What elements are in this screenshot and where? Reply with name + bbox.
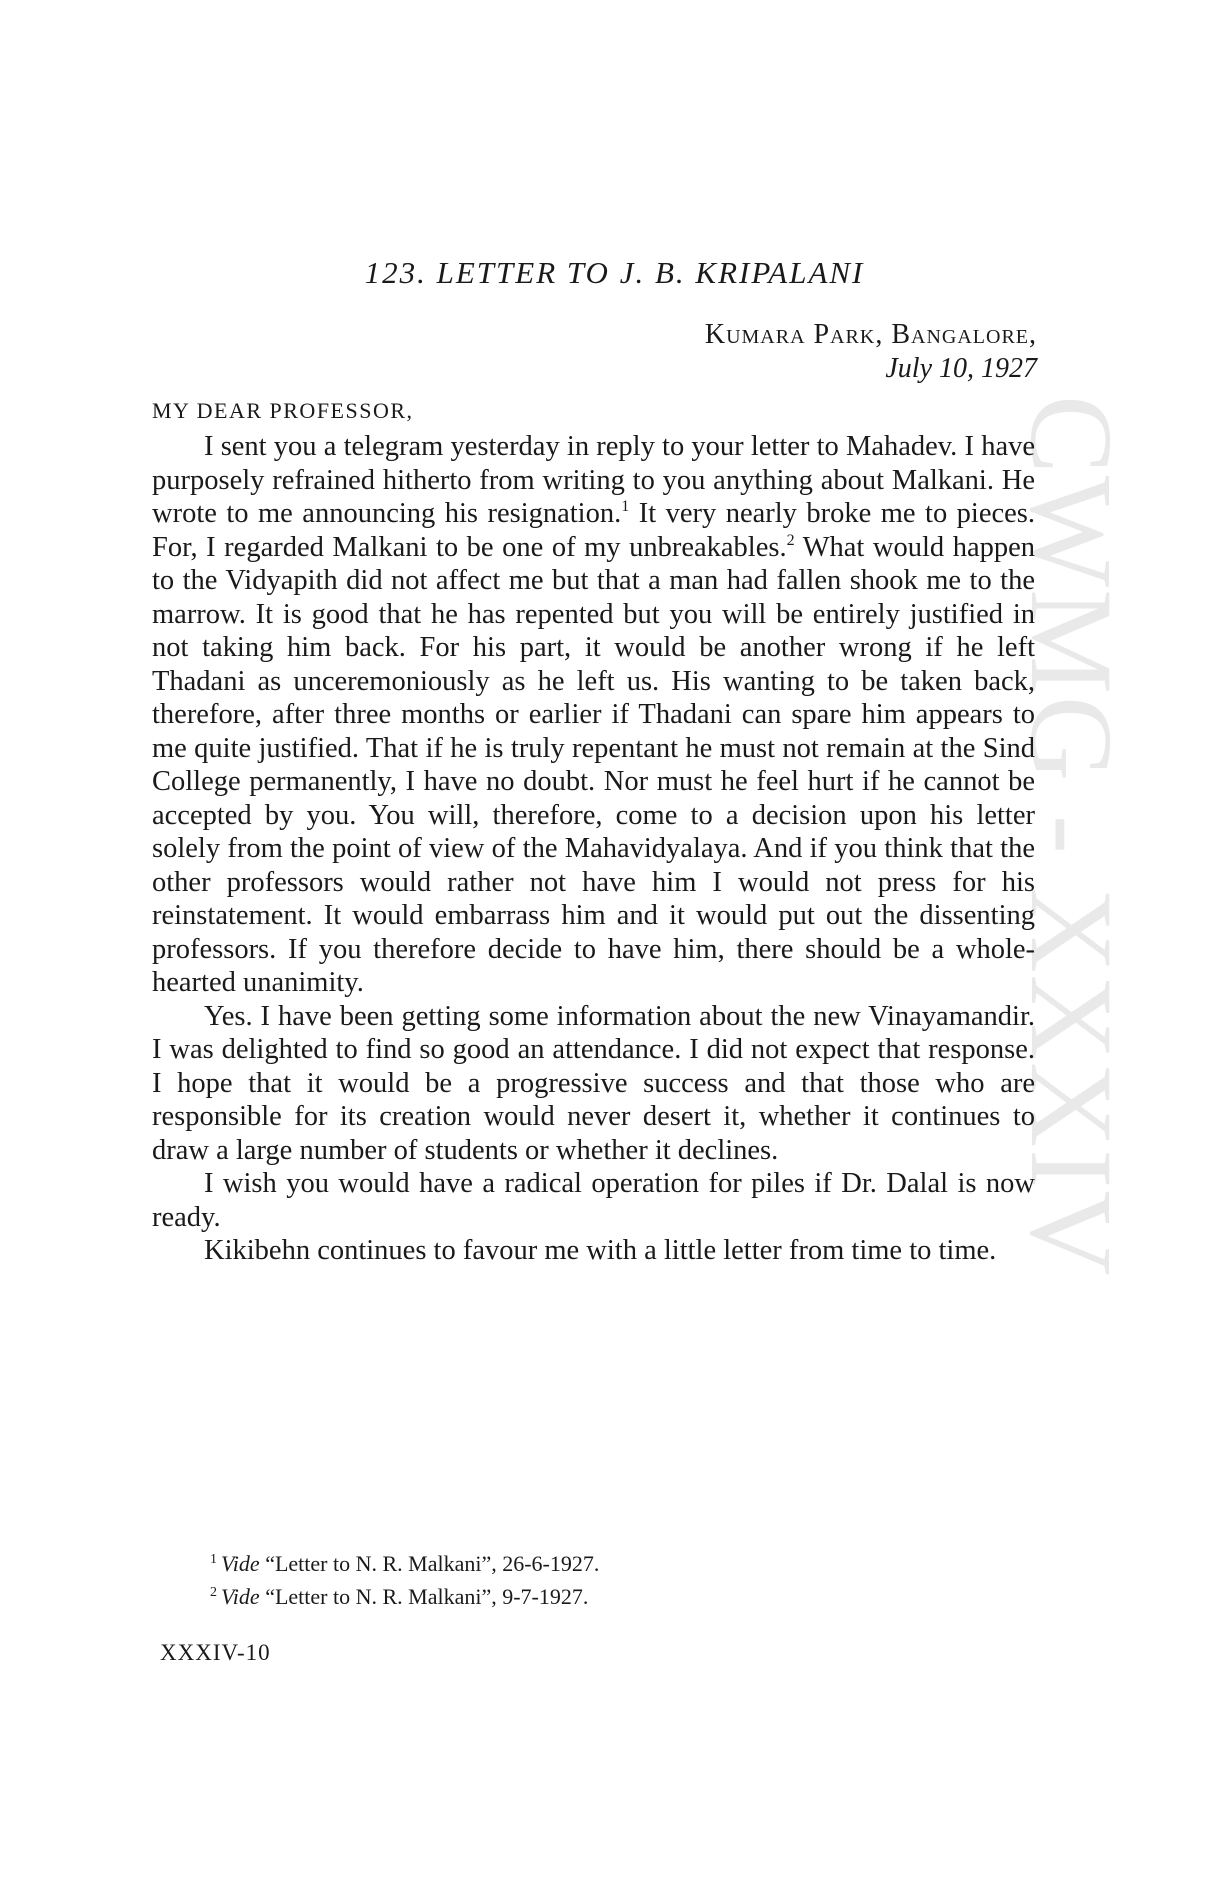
paragraph-1-part-1: I sent you a telegram yesterday in reply to your letter to Mahadev. I have purposely refrained hitherto from writing to you anything about Malkani. He wrote to me announcing his resignation. — [152, 431, 1035, 529]
salutation: MY DEAR PROFESSOR, — [152, 398, 414, 423]
footnote-text: “Letter to N. R. Malkani”, 26-6-1927. — [259, 1551, 600, 1576]
address-date: July 10, 1927 — [885, 353, 1037, 384]
footnote-vide: Vide — [221, 1584, 260, 1609]
footnote-mark: 2 — [210, 1585, 217, 1600]
footnote-mark: 1 — [210, 1552, 217, 1567]
letter-address-block — [705, 318, 1037, 386]
paragraph-1-part-2: It very nearly broke me to pieces. For, I regarded Malkani to be one of my unbreakables. — [152, 498, 1036, 563]
paragraph-4: Kikibehn continues to favour me with a little letter from time to time. — [204, 1235, 997, 1266]
paragraph-3: I wish you would have a radical operation for piles if Dr. Dalal is now ready. — [152, 1168, 1035, 1233]
letter-heading: 123. LETTER TO J. B. KRIPALANI — [364, 255, 865, 290]
footnotes — [210, 1545, 599, 1611]
page-marker: XXXIV-10 — [160, 1640, 271, 1665]
footnote-1 — [210, 1545, 599, 1578]
footnote-2 — [210, 1578, 599, 1611]
letter-body — [152, 430, 1035, 1268]
watermark: CWMG - XXXIV — [1006, 395, 1137, 1278]
paragraph-1-part-3: What would happen to the Vidyapith did not affect me but that a man had fallen shook me to the marrow. It is good that he has repented but you will be entirely justified in not taking him back. For his part, it would be another wrong if he left Thadani as unceremoniously as he left us. His wanting to be taken back, therefore, after three months or earlier if Thadani can spare him appears to me quite justified. That if he is truly repentant he must not remain at the Sind College permanently, I have no doubt. Nor must he feel hurt if he cannot be accepted by you. You will, therefore, come to a decision upon his letter solely from the point of view of the Mahavidyalaya. And if you think that the other professors would rather not have him I would not press for his reinstatement. It would embarrass him and it would put out the dissenting professors. If you therefore decide to have him, there should be a whole-hearted unanimity. — [152, 531, 1035, 998]
paragraph-2: Yes. I have been getting some information about the new Vinayamandir. I was delighted to find so good an attendance. I did not expect that response. I hope that it would be a progressive success and that those who are responsible for its creation would never desert it, whether it continues to draw a large number of students or whether it declines. — [152, 1000, 1035, 1166]
footnote-vide: Vide — [221, 1551, 260, 1576]
paragraph-1 — [152, 430, 1035, 1000]
footnote-reference-2: 2 — [786, 531, 795, 549]
footnote-reference-1: 1 — [621, 498, 630, 515]
address-place: Kumara Park, Bangalore, — [704, 319, 1037, 350]
footnote-text: “Letter to N. R. Malkani”, 9-7-1927. — [259, 1584, 589, 1609]
